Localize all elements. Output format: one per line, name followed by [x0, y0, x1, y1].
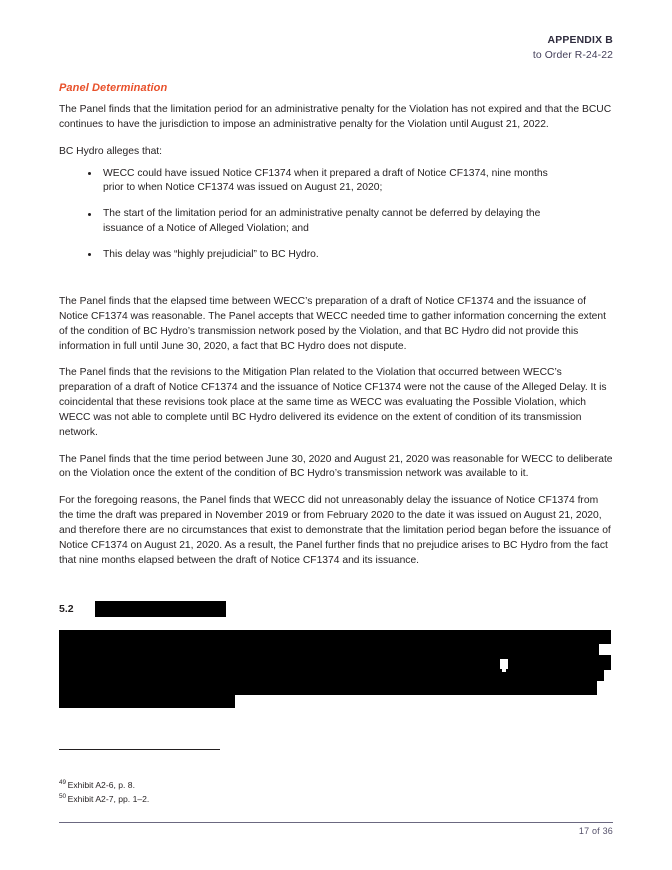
- redacted-section-title: [95, 601, 226, 617]
- redaction-line: [59, 644, 599, 655]
- list-item: [59, 207, 569, 237]
- bullet-dot-icon: [88, 213, 91, 216]
- document-header: [533, 33, 613, 63]
- footnote-text: Exhibit A2-7, pp. 1–2.: [67, 794, 150, 804]
- section-number: 5.2: [59, 603, 74, 615]
- list-item-text: The start of the limitation period for an administrative penalty cannot be deferred by delaying the issuance of a Notice of Alleged Violation; and: [103, 208, 541, 235]
- redaction-notch: [502, 659, 506, 672]
- paragraph-6: For the foregoing reasons, the Panel finds that WECC did not unreasonably delay the issuance of Notice CF1374 from the time the draft was prepared in November 2019 or from February 2020 to the date it was issued on August 21, 2020, and therefore there are no circumstances that exist to demonstrate that the limitation period began before the issuance of Notice CF1374 on August 21, 2020. As a result, the Panel further finds that no prejudice arises to BC Hydro from the fact that nine months elapsed between the draft of Notice CF1374 and its issuance.: [59, 495, 611, 566]
- footnote-separator: [59, 749, 220, 750]
- bullet-dot-icon: [88, 172, 91, 175]
- paragraph-4: The Panel finds that the revisions to the Mitigation Plan related to the Violation that occurred between WECC’s preparation of a draft of Notice CF1374 and the issuance of Notice CF1374 were not the cause of the Alleged Delay. It is coincidental that these revisions took place at the same time as WECC was evaluating the Possible Violation, which WECC was not able to complete until BC Hydro delivered its evidence on the extent of condition of its transmission network.: [59, 367, 607, 438]
- footer-separator: [59, 822, 613, 823]
- list-item-text: WECC could have issued Notice CF1374 when it prepared a draft of Notice CF1374, nine months prior to when Notice CF1374 was issued on August 21, 2020;: [103, 167, 548, 194]
- bullet-dot-icon: [88, 253, 91, 256]
- redaction-line: [59, 670, 604, 681]
- appendix-label: APPENDIX B: [547, 35, 613, 46]
- paragraph-1: The Panel finds that the limitation period for an administrative penalty for the Violation has not expired and that the BCUC continues to have the jurisdiction to impose an administrative penalty for the Violation until August 21, 2022.: [59, 104, 612, 130]
- list-item: [59, 167, 569, 197]
- list-item-text: This delay was “highly prejudicial” to BC Hydro.: [103, 248, 319, 260]
- footnote-item: [59, 778, 459, 792]
- body-text-lower: [59, 295, 613, 569]
- redaction-line: [59, 695, 235, 708]
- redacted-body-block: [59, 630, 613, 708]
- footnote-marker: 50: [59, 793, 67, 801]
- panel-determination-heading: Panel Determination: [59, 82, 168, 94]
- list-item: [59, 248, 569, 263]
- paragraph-3: The Panel finds that the elapsed time between WECC’s preparation of a draft of Notice CF1374 and the issuance of Notice CF1374 was reasonable. The Panel accepts that WECC needed time to gather information concerning the extent of the condition of BC Hydro’s transmission network posed by the Violation, and that BC Hydro did not provide this information in full until June 30, 2020, a fact that BC Hydro does not dispute.: [59, 296, 606, 352]
- body-text-upper: [59, 103, 613, 273]
- order-reference: to Order R-24-22: [532, 50, 613, 62]
- redaction-line: [59, 655, 611, 670]
- footnote-item: [59, 792, 459, 806]
- redaction-line: [59, 630, 611, 644]
- allegations-list: [59, 167, 613, 263]
- redaction-line: [59, 681, 597, 695]
- footnote-text: Exhibit A2-6, p. 8.: [67, 780, 135, 790]
- redacted-section-heading: [59, 601, 613, 621]
- page-number: 17 of 36: [578, 826, 613, 836]
- paragraph-2: BC Hydro alleges that:: [59, 145, 163, 157]
- paragraph-5: The Panel finds that the time period between June 30, 2020 and August 21, 2020 was reasonable for WECC to deliberate on the Violation once the extent of the condition of BC Hydro’s transmission network was available to it.: [59, 453, 613, 480]
- footnotes: [59, 778, 459, 806]
- footnote-marker: 49: [59, 779, 67, 787]
